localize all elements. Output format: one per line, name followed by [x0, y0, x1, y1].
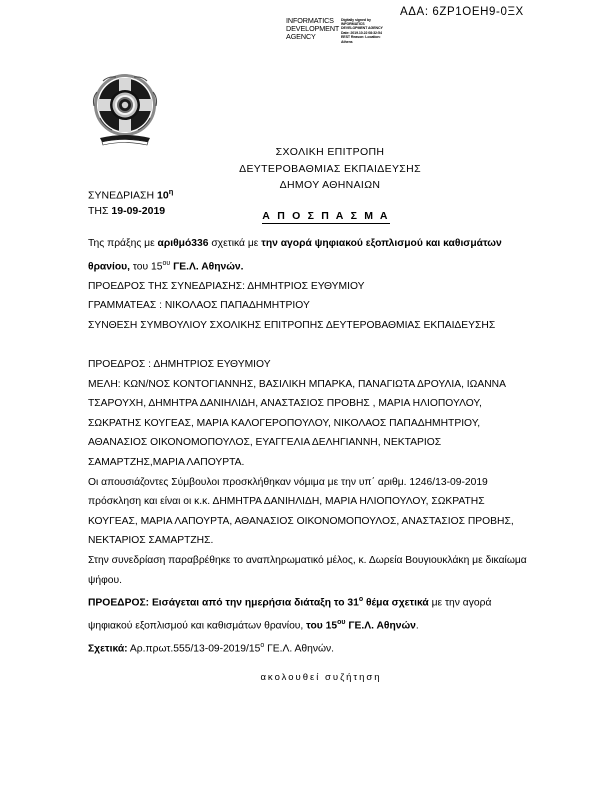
agenda-plain: με την αγορά ψηφιακού εξοπλισμού και καθισμάτων θρανίου, — [88, 597, 492, 632]
paragraph-president-of-session: ΠΡΟΕΔΡΟΣ ΤΗΣ ΣΥΝΕΔΡΙΑΣΗΣ: ΔΗΜΗΤΡΙΟΣ ΕΥΘΥΜΙΟΥ — [88, 280, 365, 292]
intro-school-pre: του — [130, 261, 152, 273]
agenda-school-num: 15 — [325, 620, 338, 632]
intro-school-num: 15 — [151, 261, 163, 273]
page-title — [0, 210, 612, 222]
spacer — [88, 335, 528, 355]
reference-rest: ΓΕ.Λ. Αθηνών. — [264, 643, 335, 655]
agenda-school-pre: του — [303, 620, 326, 632]
paragraph-composition: ΣΥΝΘΕΣΗ ΣΥΜΒΟΥΛΙΟΥ ΣΧΟΛΙΚΗΣ ΕΠΙΤΡΟΠΗΣ ΔΕΥΤΕΡΟΒΑΘΜΙΑΣ ΕΚΠΑΙΔΕΥΣΗΣ — [88, 319, 496, 331]
session-date-label: ΤΗΣ — [88, 204, 109, 217]
signature-details: Digitally signed by INFORMATICS DEVELOPMENT AGENCY Date: 2019.10.22 08:32:54 EEST Reason: Location: Athens — [341, 17, 383, 44]
intro-school-rest: ΓΕ.Λ. Αθηνών. — [170, 261, 244, 273]
municipality-seal-icon — [88, 72, 162, 148]
reference-sup: ο — [260, 642, 265, 650]
session-label: ΣΥΝΕΔΡΙΑΣΗ — [88, 189, 155, 202]
digital-signature-stamp — [286, 17, 390, 44]
agenda-item-num: 31 — [347, 597, 359, 609]
footer-note: ακολουθεί συζήτηση — [260, 672, 382, 683]
title-line-3: ΔΗΜΟΥ ΑΘΗΝΑΙΩΝ — [279, 179, 381, 191]
intro-mid: σχετικά με — [208, 238, 262, 249]
paragraph-president: ΠΡΟΕΔΡΟΣ : ΔΗΜΗΤΡΙΟΣ ΕΥΘΥΜΙΟΥ — [88, 358, 271, 370]
session-ordinal-suffix: η — [168, 187, 174, 196]
title-line-2: ΔΕΥΤΕΡΟΒΑΘΜΙΑΣ ΕΚΠΑΙΔΕΥΣΗΣ — [239, 162, 421, 175]
agenda-mid: θέμα σχετικά — [363, 597, 429, 609]
page-title-text: Α Π Ο Σ Π Α Σ Μ Α — [262, 210, 390, 222]
intro-pre: Της πράξης με — [88, 238, 158, 249]
title-line-1: ΣΧΟΛΙΚΗ ΕΠΙΤΡΟΠΗ — [275, 146, 385, 158]
session-date: 19-09-2019 — [111, 204, 166, 217]
signature-agency-name: INFORMATICS DEVELOPMENT AGENCY — [286, 16, 340, 42]
agenda-pre: Εισάγεται από την ημερήσια διάταξη το — [149, 597, 348, 609]
paragraph-intro — [88, 234, 528, 277]
agenda-school-rest: ΓΕ.Λ. Αθηνών — [345, 620, 416, 632]
reference-label: Σχετικά: — [88, 643, 128, 655]
agenda-label: ΠΡΟΕΔΡΟΣ: — [88, 597, 150, 609]
paragraph-absent: Οι απουσιάζοντες Σύμβουλοι προσκλήθηκαν νόμιμα με την υπ΄ αριθμ. 1246/13-09-2019 πρόσκληση και είναι οι κ.κ. ΔΗΜΗΤΡΑ ΔΑΝΙΗΛΙΔΗ, ΜΑΡΙΑ ΗΛΙΟΠΟΥΛΟΥ, ΣΩΚΡΑΤΗΣ ΚΟΥΓΕΑΣ, ΜΑΡΙΑ ΛΑΠΟΥΡΤΑ, ΑΘΑΝΑΣΙΟΣ ΟΙΚΟΝΟΜΟΠΟΥΛΟΣ, ΑΝΑΣΤΑΣΙΟΣ ΠΡΟΒΗΣ, ΝΕΚΤΑΡΙΟΣ ΣΑΜΑΡΤΖΗΣ. — [88, 476, 514, 547]
paragraph-substitute: Στην συνεδρίαση παραβρέθηκε το αναπληρωματικό μέλος, κ. Δωρεία Βουγιουκλάκη με δικαίωμα ψήφου. — [88, 554, 527, 586]
paragraph-secretary: ΓΡΑΜΜΑΤΕΑΣ : ΝΙΚΟΛΑΟΣ ΠΑΠΑΔΗΜΗΤΡΙΟΥ — [88, 300, 310, 312]
intro-subject: την αγορά ψηφιακού εξοπλισμού και καθισμάτων θρανίου, — [88, 238, 502, 273]
agenda-period: . — [415, 620, 419, 632]
session-number-line — [88, 184, 173, 204]
document-body — [88, 234, 528, 659]
paragraph-agenda — [88, 590, 528, 636]
agenda-item-sup: ο — [358, 596, 364, 604]
agenda-school-sup: ου — [337, 619, 346, 627]
paragraph-members: ΜΕΛΗ: ΚΩΝ/ΝΟΣ ΚΟΝΤΟΓΙΑΝΝΗΣ, ΒΑΣΙΛΙΚΗ ΜΠΑΡΚΑ, ΠΑΝΑΓΙΩΤΑ ΔΡΟΥΛΙΑ, ΙΩΑΝΝΑ ΤΣΑΡΟΥΧΗ, ΔΗΜΗΤΡΑ ΔΑΝΙΗΛΙΔΗ, ΑΝΑΣΤΑΣΙΟΣ ΠΡΟΒΗΣ , ΜΑΡΙΑ ΗΛΙΟΠΟΥΛΟΥ, ΣΩΚΡΑΤΗΣ ΚΟΥΓΕΑΣ, ΜΑΡΙΑ ΚΑΛΟΓΕΡΟΠΟΥΛΟΥ, ΝΙΚΟΛΑΟΣ ΠΑΠΑΔΗΜΗΤΡΙΟΥ, ΑΘΑΝΑΣΙΟΣ ΟΙΚΟΝΟΜΟΠΟΥΛΟΣ, ΕΥΑΓΓΕΛΙΑ ΔΕΛΗΓΙΑΝΝΗ, ΝΕΚΤΑΡΙΟΣ ΣΑΜΑΡΤΖΗΣ,ΜΑΡΙΑ ΛΑΠΟΥΡΤΑ. — [88, 378, 506, 468]
intro-number: 336 — [191, 238, 209, 249]
session-number: 10 — [157, 189, 169, 202]
intro-number-label: αριθμό — [157, 238, 192, 249]
ada-code: ΑΔΑ: 6ΖΡ1ΟΕΗ9-0ΞΧ — [400, 6, 524, 18]
paragraph-reference — [88, 636, 528, 659]
intro-school-sup: ου — [162, 259, 171, 267]
reference-value: Αρ.πρωτ.555/13-09-2019/15 — [127, 643, 261, 655]
